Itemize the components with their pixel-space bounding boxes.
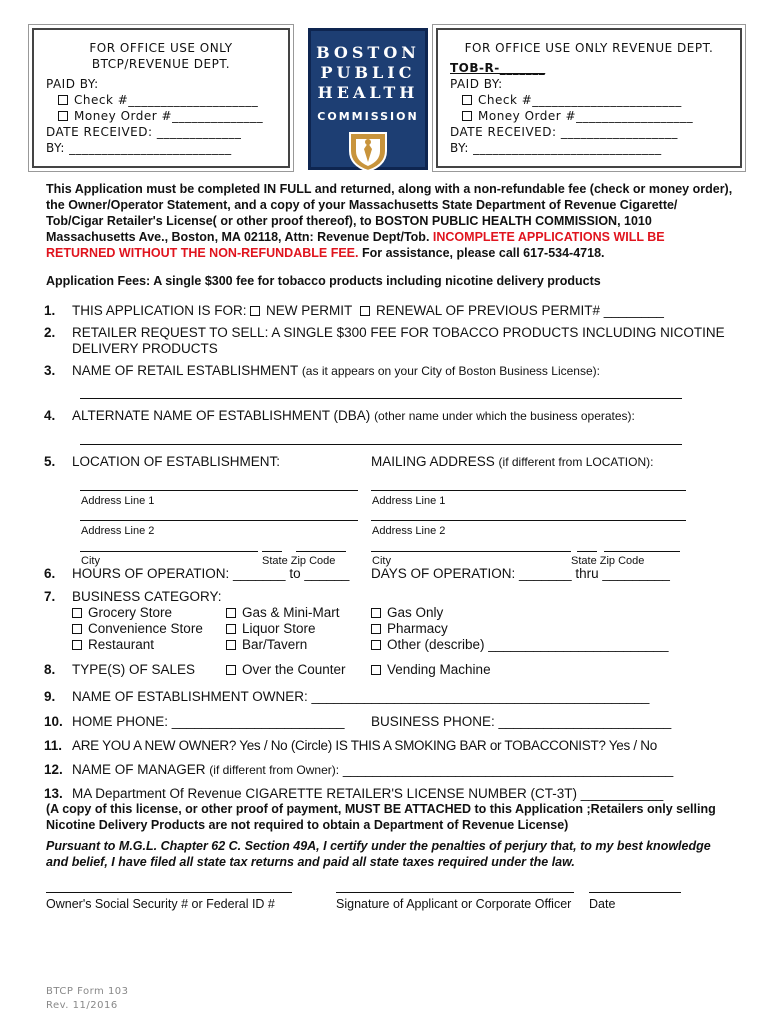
date-received-field[interactable]: DATE RECEIVED: _____________ [46, 125, 242, 139]
option-restaurant[interactable]: Restaurant [72, 637, 154, 653]
assistance-text: For assistance, please call 617-534-4718. [361, 246, 605, 260]
mailing-state-line[interactable] [577, 551, 597, 552]
mailing-zip-line[interactable] [604, 551, 680, 552]
location-city-caption: City [81, 555, 100, 567]
checkbox-icon[interactable] [58, 111, 68, 121]
checkbox-icon[interactable] [462, 111, 472, 121]
location-address2-line[interactable] [80, 520, 358, 521]
q2-number: 2. [44, 325, 56, 340]
option-bar-tavern[interactable]: Bar/Tavern [226, 637, 307, 653]
checkbox-icon[interactable] [371, 665, 381, 675]
q9-number: 9. [44, 689, 56, 704]
mailing-city-caption: City [372, 555, 391, 567]
q5-label: LOCATION OF ESTABLISHMENT: [72, 454, 281, 469]
location-address2-caption: Address Line 2 [81, 525, 155, 537]
office-use-title: FOR OFFICE USE ONLY REVENUE DEPT. [464, 41, 714, 55]
option-vending-machine[interactable]: Vending Machine [371, 662, 491, 678]
checkbox-icon[interactable] [58, 95, 68, 105]
q6-number: 6. [44, 566, 56, 581]
days-of-operation[interactable]: DAYS OF OPERATION: _______ thru _________ [371, 566, 670, 581]
q8-number: 8. [44, 662, 56, 677]
checkbox-icon[interactable] [250, 306, 260, 316]
option-over-the-counter[interactable]: Over the Counter [226, 662, 346, 678]
checkbox-icon[interactable] [360, 306, 370, 316]
mailing-address1-caption: Address Line 1 [372, 495, 446, 507]
q8-label: TYPE(S) OF SALES [72, 662, 196, 677]
q3-input-line[interactable] [80, 398, 682, 399]
q2-label-cont: DELIVERY PRODUCTS [72, 341, 218, 356]
signature-caption: Signature of Applicant or Corporate Officer [336, 897, 572, 911]
option-liquor-store[interactable]: Liquor Store [226, 621, 316, 637]
mailing-address-label: MAILING ADDRESS (if different from LOCATION): [371, 454, 654, 469]
location-state-zip-caption: State Zip Code [262, 555, 336, 567]
option-pharmacy[interactable]: Pharmacy [371, 621, 448, 637]
form-revision: Rev. 11/2016 [46, 1000, 118, 1011]
q7-number: 7. [44, 589, 56, 604]
instructions: This Application must be completed IN FULL and returned, along with a non-refundable fee (check or money order), the Owner/Operator Statement, and a copy of your Massachusetts State Department of Revenue Cigarette/ Tob/Cigar Retailer's License( or other proof thereof), to BOSTON PUBLIC HEALTH COMMISSION, 1010 Massachusetts Ave., Boston, MA 02118, Attn: Revenue Dept/Tob. INCOMPLETE APPLICATIONS WILL BE RETURNED WITHOUT THE NON-REFUNDABLE FEE. For assistance, please call 617-534-4718. [46, 182, 733, 260]
checkbox-icon[interactable] [371, 640, 381, 650]
tob-r-field[interactable]: TOB-R-_______ [450, 61, 546, 75]
location-address1-line[interactable] [80, 490, 358, 491]
q13-number: 13. [44, 786, 63, 801]
q2-label: RETAILER REQUEST TO SELL: A SINGLE $300 FEE FOR TOBACCO PRODUCTS INCLUDING NICOTINE [72, 325, 725, 340]
perjury-statement-cont: and belief, I have filed all state tax returns and paid all state taxes required under the law. [46, 855, 575, 869]
mailing-address2-line[interactable] [371, 520, 686, 521]
by-field[interactable]: BY: _____________________________ [450, 141, 662, 155]
office-use-dept: BTCP/REVENUE DEPT. [91, 57, 231, 71]
owner-name-field[interactable]: NAME OF ESTABLISHMENT OWNER: _____________________________________________ [72, 689, 650, 704]
license-note: (A copy of this license, or other proof of payment, MUST BE ATTACHED to this Application ;Retailers only selling [46, 802, 716, 816]
ssn-line[interactable] [46, 892, 292, 893]
location-zip-line[interactable] [296, 551, 346, 552]
office-use-box-left [32, 28, 290, 168]
office-use-box-right [436, 28, 742, 168]
checkbox-icon[interactable] [226, 624, 236, 634]
option-gas-only[interactable]: Gas Only [371, 605, 443, 621]
new-permit-option[interactable]: NEW PERMIT [250, 303, 352, 319]
q4-input-line[interactable] [80, 444, 682, 445]
mailing-address2-caption: Address Line 2 [372, 525, 446, 537]
checkbox-icon[interactable] [371, 608, 381, 618]
warning-text: INCOMPLETE APPLICATIONS WILL BE RETURNED WITHOUT THE NON-REFUNDABLE FEE. [46, 230, 665, 260]
q3-label: NAME OF RETAIL ESTABLISHMENT (as it appears on your City of Boston Business License): [72, 363, 600, 378]
option-other[interactable]: Other (describe) ________________________ [371, 637, 668, 653]
hours-of-operation[interactable]: HOURS OF OPERATION: _______ to ______ [72, 566, 350, 581]
mailing-city-line[interactable] [371, 551, 571, 552]
q3-number: 3. [44, 363, 56, 378]
q10-number: 10. [44, 714, 63, 729]
checkbox-icon[interactable] [72, 640, 82, 650]
check-field[interactable]: Check #_______________________ [450, 92, 728, 108]
license-number-field[interactable]: MA Department Of Revenue CIGARETTE RETAILER'S LICENSE NUMBER (CT-3T) ___________ [72, 786, 664, 801]
checkbox-icon[interactable] [226, 640, 236, 650]
paid-by-label: PAID BY: [450, 77, 503, 91]
q12-number: 12. [44, 762, 63, 777]
office-use-title: FOR OFFICE USE ONLY [89, 41, 233, 55]
money-order-field[interactable]: Money Order #__________________ [450, 108, 728, 124]
q1-label: THIS APPLICATION IS FOR: [72, 303, 247, 318]
ssn-caption: Owner's Social Security # or Federal ID # [46, 897, 275, 911]
checkbox-icon[interactable] [226, 665, 236, 675]
q5-number: 5. [44, 454, 56, 469]
q11-number: 11. [44, 738, 63, 753]
paid-by-label: PAID BY: [46, 77, 99, 91]
renewal-option[interactable]: RENEWAL OF PREVIOUS PERMIT# ________ [360, 303, 664, 319]
by-field[interactable]: BY: _________________________ [46, 141, 232, 155]
q1-number: 1. [44, 303, 56, 318]
q11-label[interactable]: ARE YOU A NEW OWNER? Yes / No (Circle) IS THIS A SMOKING BAR or TOBACCONIST? Yes / No [72, 738, 657, 753]
application-fees: Application Fees: A single $300 fee for tobacco products including nicotine delivery products [46, 274, 601, 288]
bphc-logo: BOSTON PUBLIC HEALTH COMMISSION [308, 28, 428, 170]
checkbox-icon[interactable] [72, 608, 82, 618]
checkbox-icon[interactable] [462, 95, 472, 105]
q4-number: 4. [44, 408, 56, 423]
check-field[interactable]: Check #____________________ [46, 92, 276, 108]
signature-line[interactable] [336, 892, 574, 893]
checkbox-icon[interactable] [72, 624, 82, 634]
q4-label: ALTERNATE NAME OF ESTABLISHMENT (DBA) (other name under which the business operates): [72, 408, 635, 423]
perjury-statement: Pursuant to M.G.L. Chapter 62 C. Section 49A, I certify under the penalties of perjury that, to my best knowledge [46, 839, 711, 853]
manager-name-field[interactable]: NAME OF MANAGER (if different from Owner): ____________________________________________ [72, 762, 674, 777]
checkbox-icon[interactable] [226, 608, 236, 618]
shield-icon [346, 129, 390, 173]
location-city-line[interactable] [80, 551, 258, 552]
option-gas-mini-mart[interactable]: Gas & Mini-Mart [226, 605, 340, 621]
home-phone-field[interactable]: HOME PHONE: _______________________ [72, 714, 345, 729]
mailing-state-zip-caption: State Zip Code [571, 555, 645, 567]
checkbox-icon[interactable] [371, 624, 381, 634]
business-phone-field[interactable]: BUSINESS PHONE: _______________________ [371, 714, 672, 729]
mailing-address1-line[interactable] [371, 490, 686, 491]
date-line[interactable] [589, 892, 681, 893]
money-order-field[interactable]: Money Order #______________ [46, 108, 276, 124]
location-address1-caption: Address Line 1 [81, 495, 155, 507]
license-note-cont: Nicotine Delivery Products are not required to obtain a Department of Revenue License) [46, 818, 569, 832]
option-grocery-store[interactable]: Grocery Store [72, 605, 172, 621]
date-caption: Date [589, 897, 616, 911]
q7-label: BUSINESS CATEGORY: [72, 589, 222, 604]
location-state-line[interactable] [262, 551, 282, 552]
form-number: BTCP Form 103 [46, 986, 129, 997]
date-received-field[interactable]: DATE RECEIVED: __________________ [450, 125, 678, 139]
option-convenience-store[interactable]: Convenience Store [72, 621, 203, 637]
